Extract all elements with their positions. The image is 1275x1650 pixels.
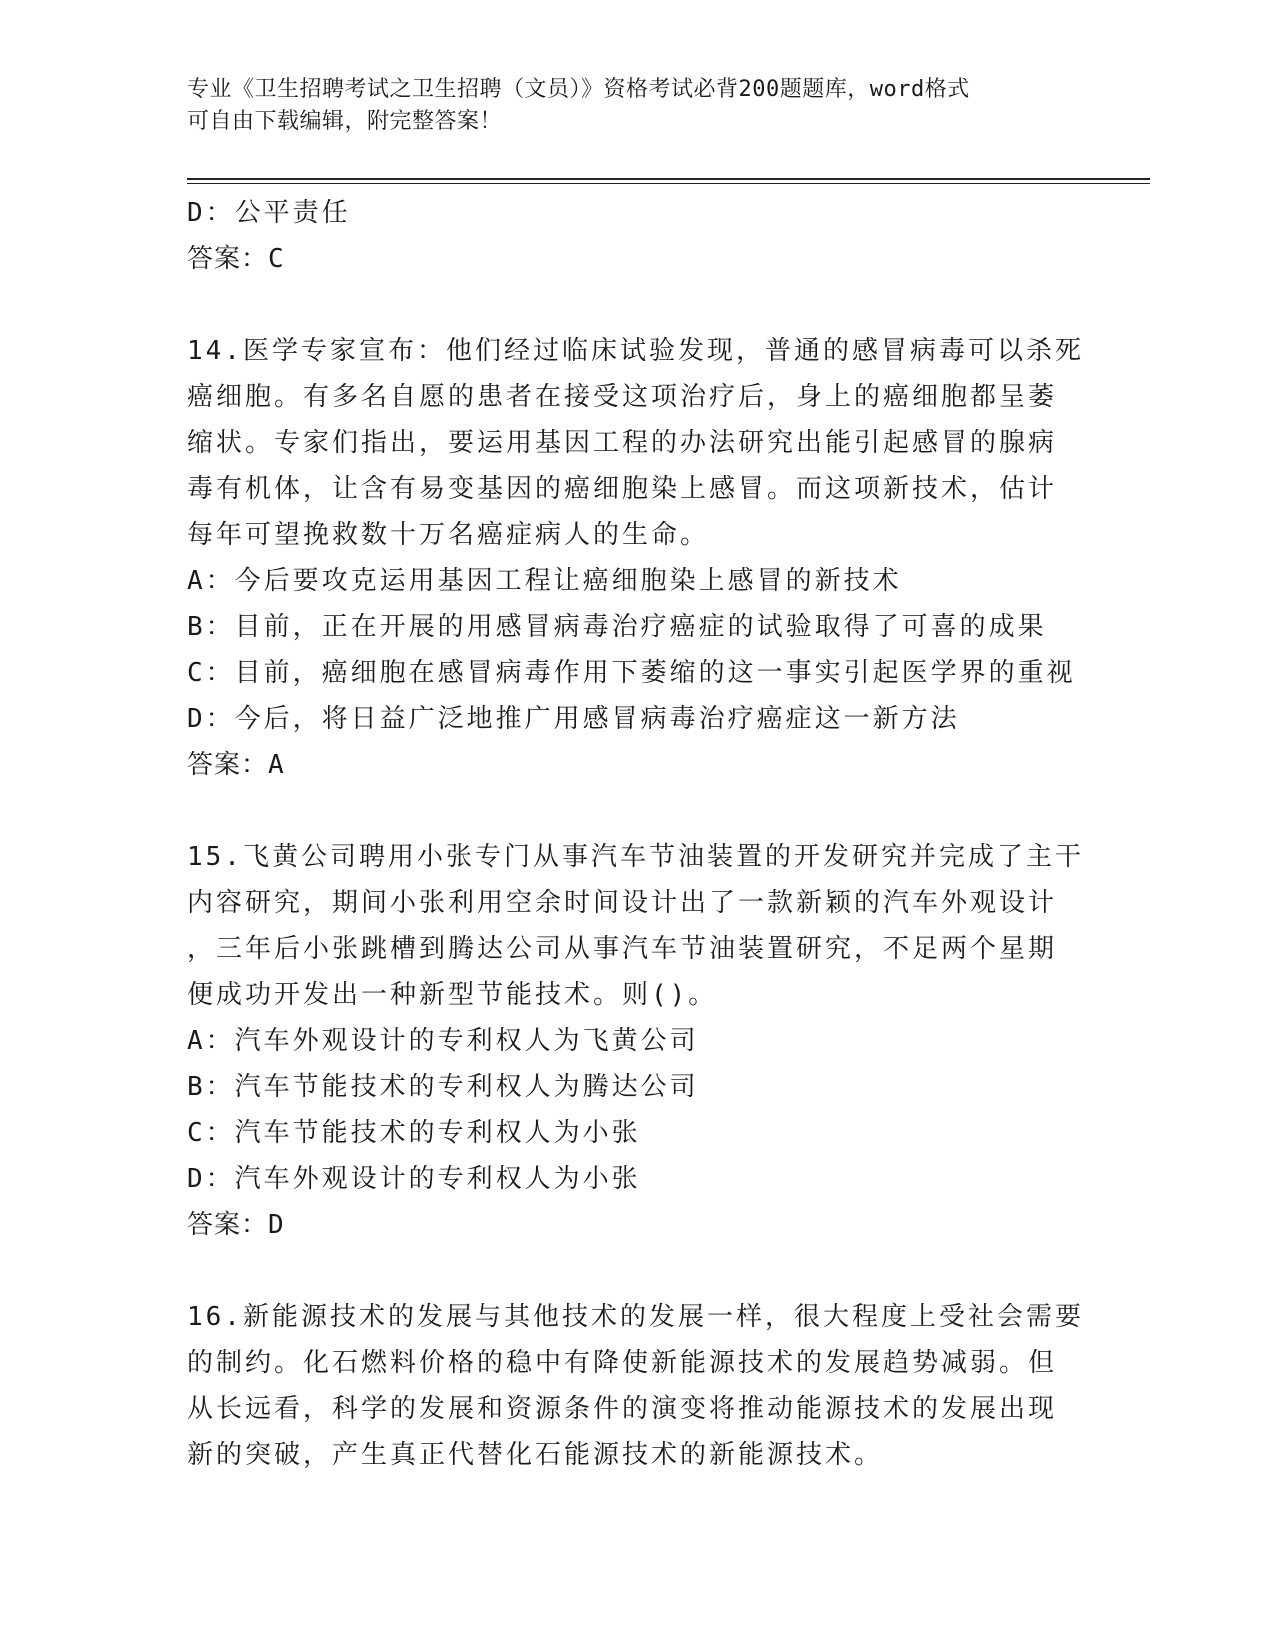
header-rule-thick — [187, 178, 1150, 180]
q15-stem-line: ，三年后小张跳槽到腾达公司从事汽车节油装置研究，不足两个星期 — [187, 934, 1058, 964]
q16-stem-line: 新的突破，产生真正代替化石能源技术的新能源技术。 — [187, 1440, 884, 1470]
q15-stem-line: 15.飞黄公司聘用小张专门从事汽车节油装置的开发研究并完成了主干 — [187, 842, 1084, 872]
q14-stem-line: 14.医学专家宣布：他们经过临床试验发现，普通的感冒病毒可以杀死 — [187, 336, 1084, 366]
prev-answer: 答案：C — [187, 244, 285, 274]
q15-option-b: B：汽车节能技术的专利权人为腾达公司 — [187, 1072, 699, 1102]
q14-stem-line: 毒有机体，让含有易变基因的癌细胞染上感冒。而这项新技术，估计 — [187, 474, 1058, 504]
q15-option-c: C：汽车节能技术的专利权人为小张 — [187, 1118, 641, 1148]
q14-answer: 答案：A — [187, 750, 285, 780]
q16-stem-line: 的制约。化石燃料价格的稳中有降使新能源技术的发展趋势减弱。但 — [187, 1348, 1058, 1378]
q16-stem-line: 从长远看，科学的发展和资源条件的演变将推动能源技术的发展出现 — [187, 1394, 1058, 1424]
q14-stem-line: 缩状。专家们指出，要运用基因工程的办法研究出能引起感冒的腺病 — [187, 428, 1058, 458]
document-body — [187, 190, 1087, 1478]
q14-option-b: B：目前，正在开展的用感冒病毒治疗癌症的试验取得了可喜的成果 — [187, 612, 1047, 642]
q15-stem-line: 内容研究，期间小张利用空余时间设计出了一款新颖的汽车外观设计 — [187, 888, 1058, 918]
q15-answer: 答案：D — [187, 1210, 285, 1240]
question-16 — [187, 1294, 1087, 1478]
q15-option-d: D：汽车外观设计的专利权人为小张 — [187, 1164, 641, 1194]
document-header — [187, 74, 1067, 138]
q14-option-c: C：目前，癌细胞在感冒病毒作用下萎缩的这一事实引起医学界的重视 — [187, 658, 1076, 688]
q16-stem-line: 16.新能源技术的发展与其他技术的发展一样，很大程度上受社会需要 — [187, 1302, 1084, 1332]
header-line-2: 可自由下载编辑，附完整答案！ — [187, 109, 503, 134]
spacer — [187, 788, 1087, 834]
q14-stem-line: 癌细胞。有多名自愿的患者在接受这项治疗后，身上的癌细胞都呈萎 — [187, 382, 1058, 412]
q14-option-d: D：今后，将日益广泛地推广用感冒病毒治疗癌症这一新方法 — [187, 704, 960, 734]
prev-option-d: D：公平责任 — [187, 198, 351, 228]
q15-stem-line: 便成功开发出一种新型节能技术。则()。 — [187, 980, 718, 1010]
q14-stem-line: 每年可望挽救数十万名癌症病人的生命。 — [187, 520, 710, 550]
question-14 — [187, 328, 1087, 788]
spacer — [187, 1248, 1087, 1294]
q14-option-a: A：今后要攻克运用基因工程让癌细胞染上感冒的新技术 — [187, 566, 902, 596]
q15-option-a: A：汽车外观设计的专利权人为飞黄公司 — [187, 1026, 699, 1056]
spacer — [187, 282, 1087, 328]
question-15 — [187, 834, 1087, 1248]
header-line-1: 专业《卫生招聘考试之卫生招聘（文员）》资格考试必背200题题库，word格式 — [187, 77, 970, 102]
header-rule-thin — [187, 183, 1150, 184]
